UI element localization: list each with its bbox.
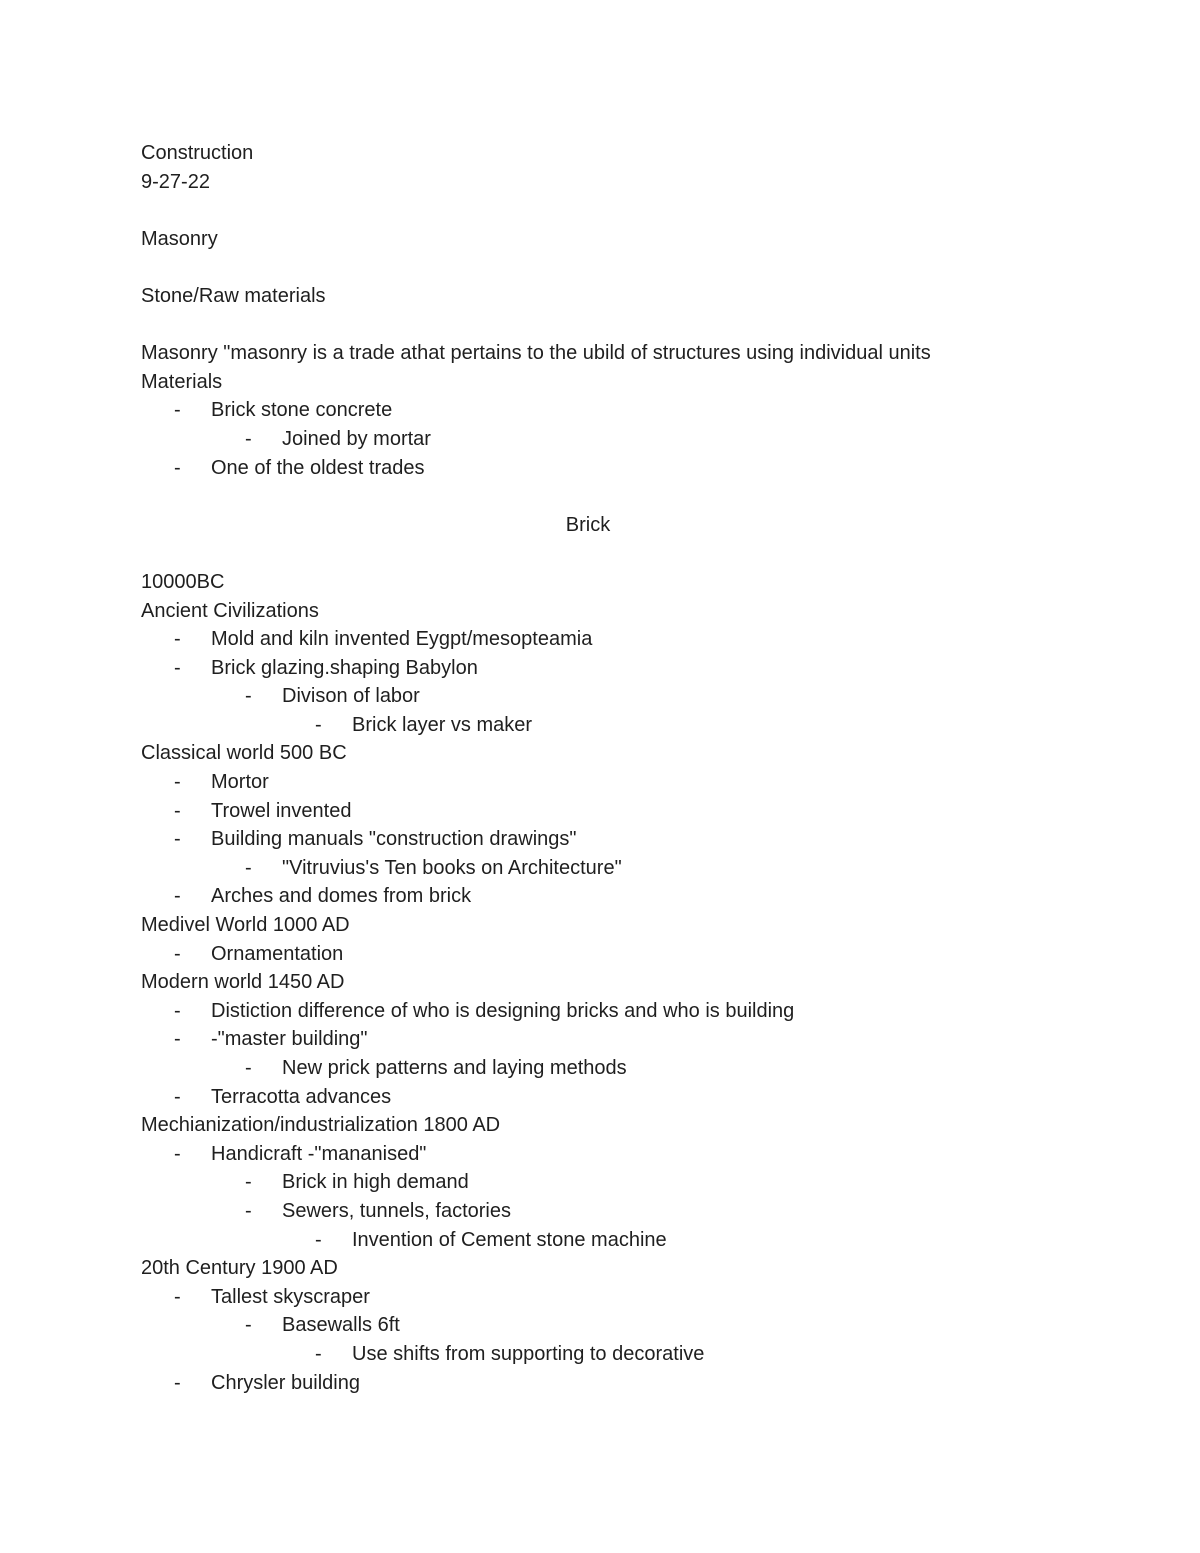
- list-item-text: Invention of Cement stone machine: [352, 1228, 667, 1251]
- bullet-dash: -: [174, 828, 181, 851]
- list-item: [141, 1197, 1061, 1226]
- bullet-dash: -: [174, 771, 181, 794]
- blank-line: [141, 539, 1061, 568]
- list-item: [141, 1025, 1061, 1054]
- list-item: [141, 997, 1061, 1026]
- blank-line: [141, 482, 1061, 511]
- era-heading-modern: Modern world 1450 AD: [141, 971, 345, 994]
- list-item: [141, 1340, 1061, 1369]
- doc-date: 9-27-22: [141, 170, 210, 193]
- bullet-dash: -: [245, 1057, 252, 1079]
- list-item-text: Mold and kiln invented Eygpt/mesopteamia: [211, 628, 593, 651]
- bullet-dash: -: [315, 1342, 322, 1365]
- bullet-dash: -: [174, 1371, 181, 1394]
- era-heading-ancient: Ancient Civilizations: [141, 599, 319, 622]
- list-item-text: Brick layer vs maker: [352, 713, 533, 736]
- list-item: [141, 882, 1061, 911]
- list-item-text: Chrysler building: [211, 1371, 360, 1394]
- list-item-text: One of the oldest trades: [211, 456, 425, 479]
- doc-subject: Masonry: [141, 227, 218, 250]
- list-item-text: Trowel invented: [211, 799, 352, 822]
- bullet-dash: -: [174, 456, 181, 479]
- era-start: 10000BC: [141, 570, 225, 593]
- list-item-text: Ornamentation: [211, 942, 344, 965]
- bullet-dash: -: [245, 856, 252, 879]
- list-item: [141, 854, 1061, 883]
- list-item-text: Joined by mortar: [282, 427, 431, 450]
- blank-line: [141, 253, 1061, 282]
- list-item-text: -"master building": [211, 1028, 368, 1051]
- list-item-text: "Vitruvius's Ten books on Architecture": [282, 856, 622, 879]
- list-item: [141, 1311, 1061, 1340]
- list-item-text: Use shifts from supporting to decorative: [352, 1342, 705, 1365]
- list-item: [141, 654, 1061, 683]
- document-body: [141, 139, 1061, 1397]
- era-heading-classical: Classical world 500 BC: [141, 742, 347, 765]
- list-item-text: Arches and domes from brick: [211, 885, 472, 908]
- list-item: [141, 682, 1061, 711]
- bullet-dash: -: [174, 885, 181, 908]
- list-item: [141, 1083, 1061, 1112]
- list-item-text: Mortor: [211, 771, 269, 794]
- blank-line: [141, 311, 1061, 340]
- doc-title: Construction: [141, 142, 254, 164]
- bullet-dash: -: [245, 1171, 252, 1194]
- list-item: [141, 1283, 1061, 1312]
- list-item: [141, 711, 1061, 740]
- bullet-dash: -: [174, 399, 181, 422]
- list-item-text: Sewers, tunnels, factories: [282, 1199, 511, 1222]
- bullet-dash: -: [174, 942, 181, 965]
- list-item: [141, 1369, 1061, 1398]
- bullet-dash: -: [174, 999, 181, 1022]
- list-item: [141, 1168, 1061, 1197]
- era-heading-twentieth: 20th Century 1900 AD: [141, 1257, 338, 1280]
- bullet-dash: -: [315, 713, 322, 736]
- blank-line: [141, 196, 1061, 225]
- bullet-dash: -: [174, 656, 181, 679]
- masonry-definition: Masonry "masonry is a trade athat pertains to the ubild of structures using individual units: [141, 342, 931, 365]
- list-item: [141, 940, 1061, 969]
- list-item: [141, 625, 1061, 654]
- list-item-text: Tallest skyscraper: [211, 1285, 370, 1308]
- bullet-dash: -: [174, 1028, 181, 1051]
- list-item: [141, 425, 1061, 454]
- list-item-text: Divison of labor: [282, 685, 420, 708]
- bullet-dash: -: [315, 1228, 322, 1251]
- list-item-text: Handicraft -"mananised": [211, 1142, 427, 1165]
- list-item-text: Terracotta advances: [211, 1085, 392, 1108]
- doc-subtopic: Stone/Raw materials: [141, 284, 326, 307]
- list-item: [141, 768, 1061, 797]
- materials-label: Materials: [141, 370, 223, 393]
- bullet-dash: -: [174, 1085, 181, 1108]
- bullet-dash: -: [174, 628, 181, 651]
- list-item-text: Building manuals "construction drawings": [211, 828, 577, 851]
- list-item: [141, 1054, 1061, 1083]
- bullet-dash: -: [174, 1285, 181, 1308]
- list-item-text: Brick glazing.shaping Babylon: [211, 656, 478, 679]
- list-item-text: Brick in high demand: [282, 1171, 469, 1194]
- list-item-text: Brick stone concrete: [211, 399, 393, 422]
- bullet-dash: -: [245, 685, 252, 708]
- list-item: [141, 797, 1061, 826]
- list-item: [141, 454, 1061, 483]
- bullet-dash: -: [174, 799, 181, 822]
- era-heading-mechanization: Mechianization/industrialization 1800 AD: [141, 1114, 501, 1137]
- list-item: [141, 1226, 1061, 1255]
- list-item: [141, 396, 1061, 425]
- list-item: [141, 1140, 1061, 1169]
- bullet-dash: -: [245, 1199, 252, 1222]
- bullet-dash: -: [245, 1314, 252, 1337]
- list-item-text: New prick patterns and laying methods: [282, 1057, 627, 1079]
- bullet-dash: -: [174, 1142, 181, 1165]
- list-item-text: Basewalls 6ft: [282, 1314, 400, 1337]
- era-heading-medieval: Medivel World 1000 AD: [141, 914, 350, 937]
- list-item: [141, 825, 1061, 854]
- section-title-brick: Brick: [565, 513, 611, 536]
- list-item-text: Distiction difference of who is designing bricks and who is building: [211, 999, 795, 1022]
- bullet-dash: -: [245, 427, 252, 450]
